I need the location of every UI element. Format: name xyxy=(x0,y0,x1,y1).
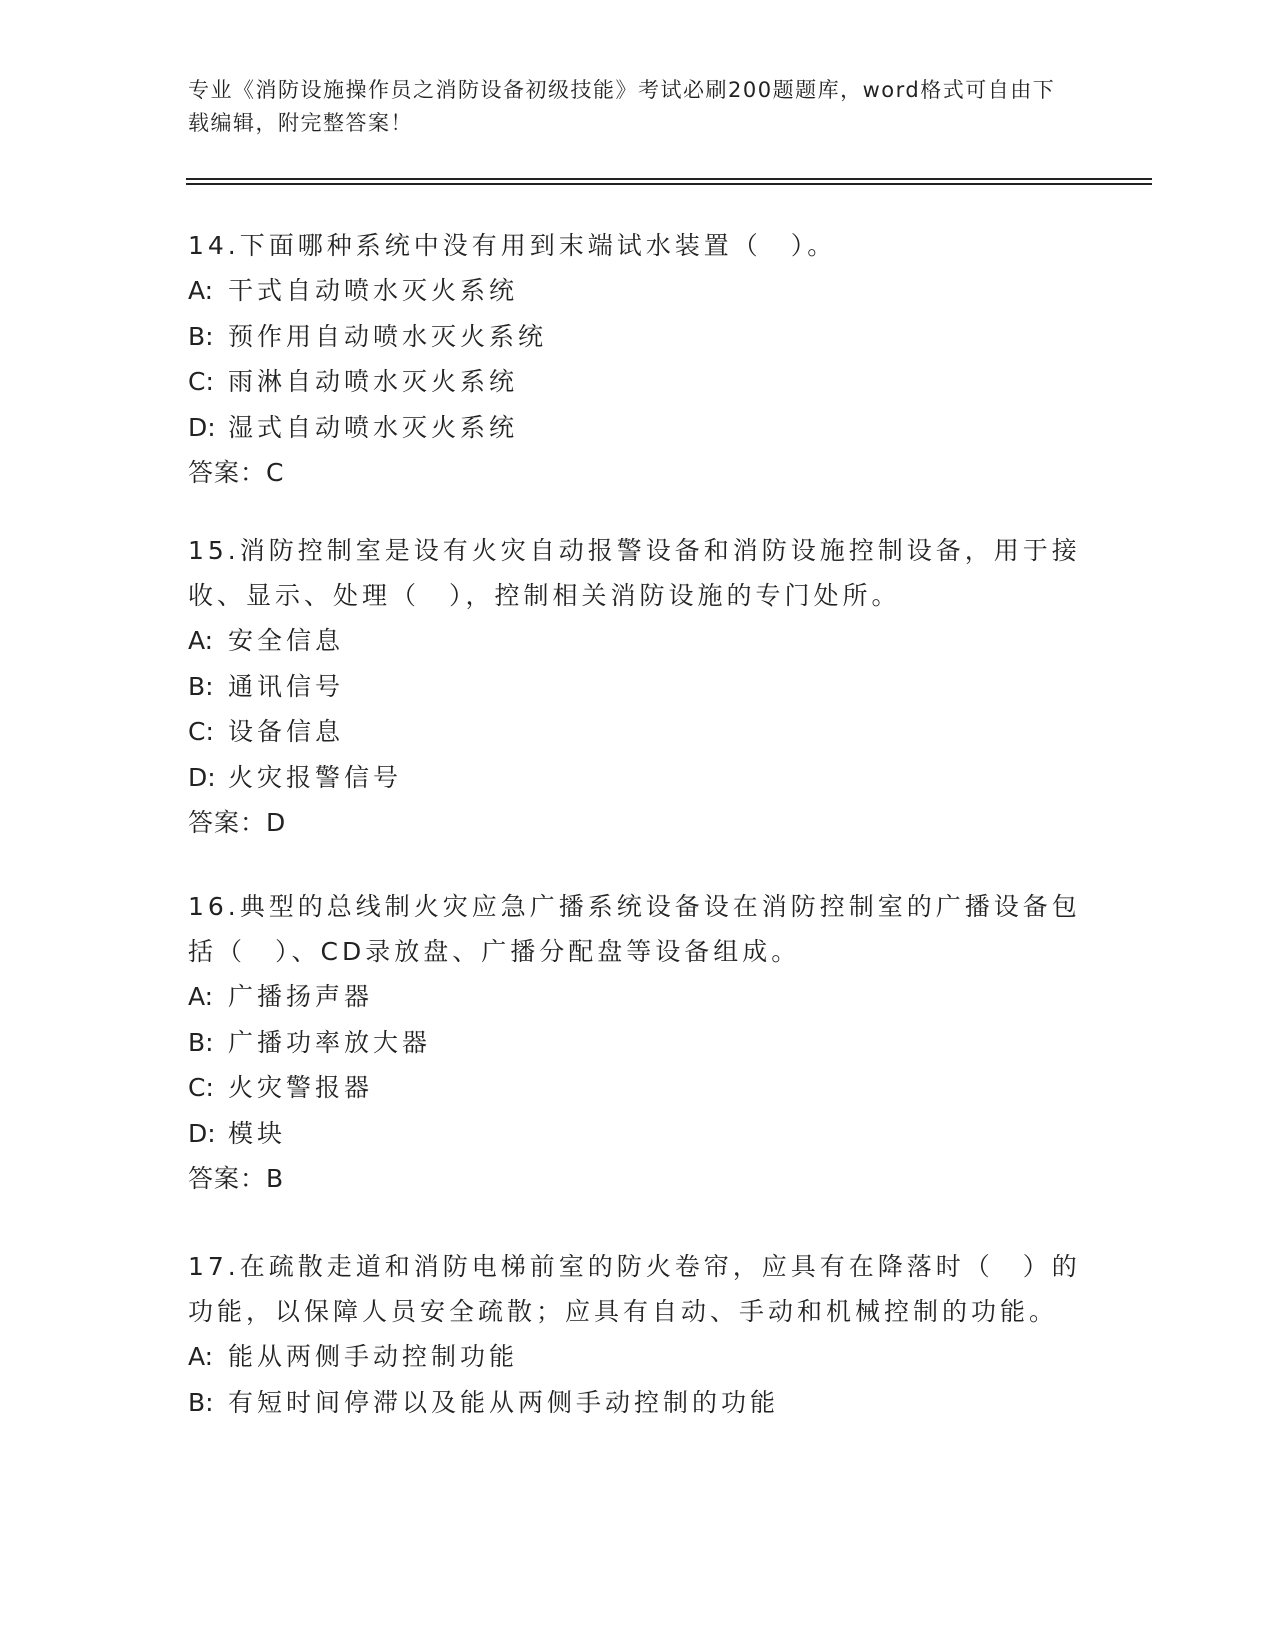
option-a xyxy=(188,1334,1088,1380)
option-text: 广播功率放大器 xyxy=(228,1027,432,1057)
option-letter: C: xyxy=(188,717,214,746)
option-text: 雨淋自动喷水灭火系统 xyxy=(228,367,519,396)
question-text: 16.典型的总线制火灾应急广播系统设备设在消防控制室的广播设备包括（ ）、CD录放盘、广播分配盘等设备组成。 xyxy=(188,892,1081,966)
option-c xyxy=(188,359,1088,405)
answer-line: 答案：B xyxy=(188,1164,285,1193)
option-letter: C: xyxy=(188,1073,214,1102)
header-divider-bottom xyxy=(186,183,1152,185)
document-header: 专业《消防设施操作员之消防设备初级技能》考试必刷200题题库，word格式可自由下载编辑，附完整答案！ xyxy=(188,78,1056,135)
question-16 xyxy=(188,884,1088,1202)
option-text: 火灾报警信号 xyxy=(228,762,403,792)
question-text: 14.下面哪种系统中没有用到末端试水装置（ ）。 xyxy=(188,231,837,260)
option-b xyxy=(188,1020,1088,1066)
option-b xyxy=(188,664,1088,710)
option-text: 预作用自动喷水灭火系统 xyxy=(228,321,548,351)
option-letter: B: xyxy=(188,1387,214,1417)
option-d xyxy=(188,405,1088,451)
option-text: 设备信息 xyxy=(228,717,345,746)
question-17 xyxy=(188,1244,1088,1425)
option-letter: D: xyxy=(188,762,216,792)
option-letter: D: xyxy=(188,412,216,442)
option-letter: B: xyxy=(188,1027,214,1057)
option-a xyxy=(188,974,1088,1020)
option-letter: B: xyxy=(188,671,214,701)
option-letter: A: xyxy=(188,626,214,655)
option-text: 火灾警报器 xyxy=(228,1073,374,1102)
option-d xyxy=(188,755,1088,801)
option-d xyxy=(188,1111,1088,1157)
option-letter: C: xyxy=(188,367,214,396)
option-c xyxy=(188,1065,1088,1111)
option-text: 有短时间停滞以及能从两侧手动控制的功能 xyxy=(228,1387,780,1417)
question-text: 15.消防控制室是设有火灾自动报警设备和消防设施控制设备，用于接收、显示、处理（ ），控制相关消防设施的专门处所。 xyxy=(188,536,1081,610)
question-14 xyxy=(188,223,1088,496)
answer-line: 答案：D xyxy=(188,808,287,837)
option-text: 广播扬声器 xyxy=(228,982,374,1011)
option-text: 湿式自动喷水灭火系统 xyxy=(228,412,519,442)
question-text: 17.在疏散走道和消防电梯前室的防火卷帘，应具有在降落时（ ）的功能，以保障人员安全疏散；应具有自动、手动和机械控制的功能。 xyxy=(188,1252,1081,1326)
option-text: 模块 xyxy=(228,1118,287,1148)
option-a xyxy=(188,618,1088,664)
option-c xyxy=(188,709,1088,755)
option-b xyxy=(188,1380,1088,1426)
option-text: 干式自动喷水灭火系统 xyxy=(228,276,519,305)
option-b xyxy=(188,314,1088,360)
answer-line: 答案：C xyxy=(188,458,285,487)
option-text: 通讯信号 xyxy=(228,671,345,701)
header-divider-top xyxy=(186,178,1152,180)
option-letter: D: xyxy=(188,1118,216,1148)
option-letter: A: xyxy=(188,1342,214,1371)
option-letter: B: xyxy=(188,321,214,351)
option-letter: A: xyxy=(188,982,214,1011)
question-15 xyxy=(188,528,1088,846)
option-text: 能从两侧手动控制功能 xyxy=(228,1342,519,1371)
option-letter: A: xyxy=(188,276,214,305)
option-a xyxy=(188,268,1088,314)
option-text: 安全信息 xyxy=(228,626,345,655)
